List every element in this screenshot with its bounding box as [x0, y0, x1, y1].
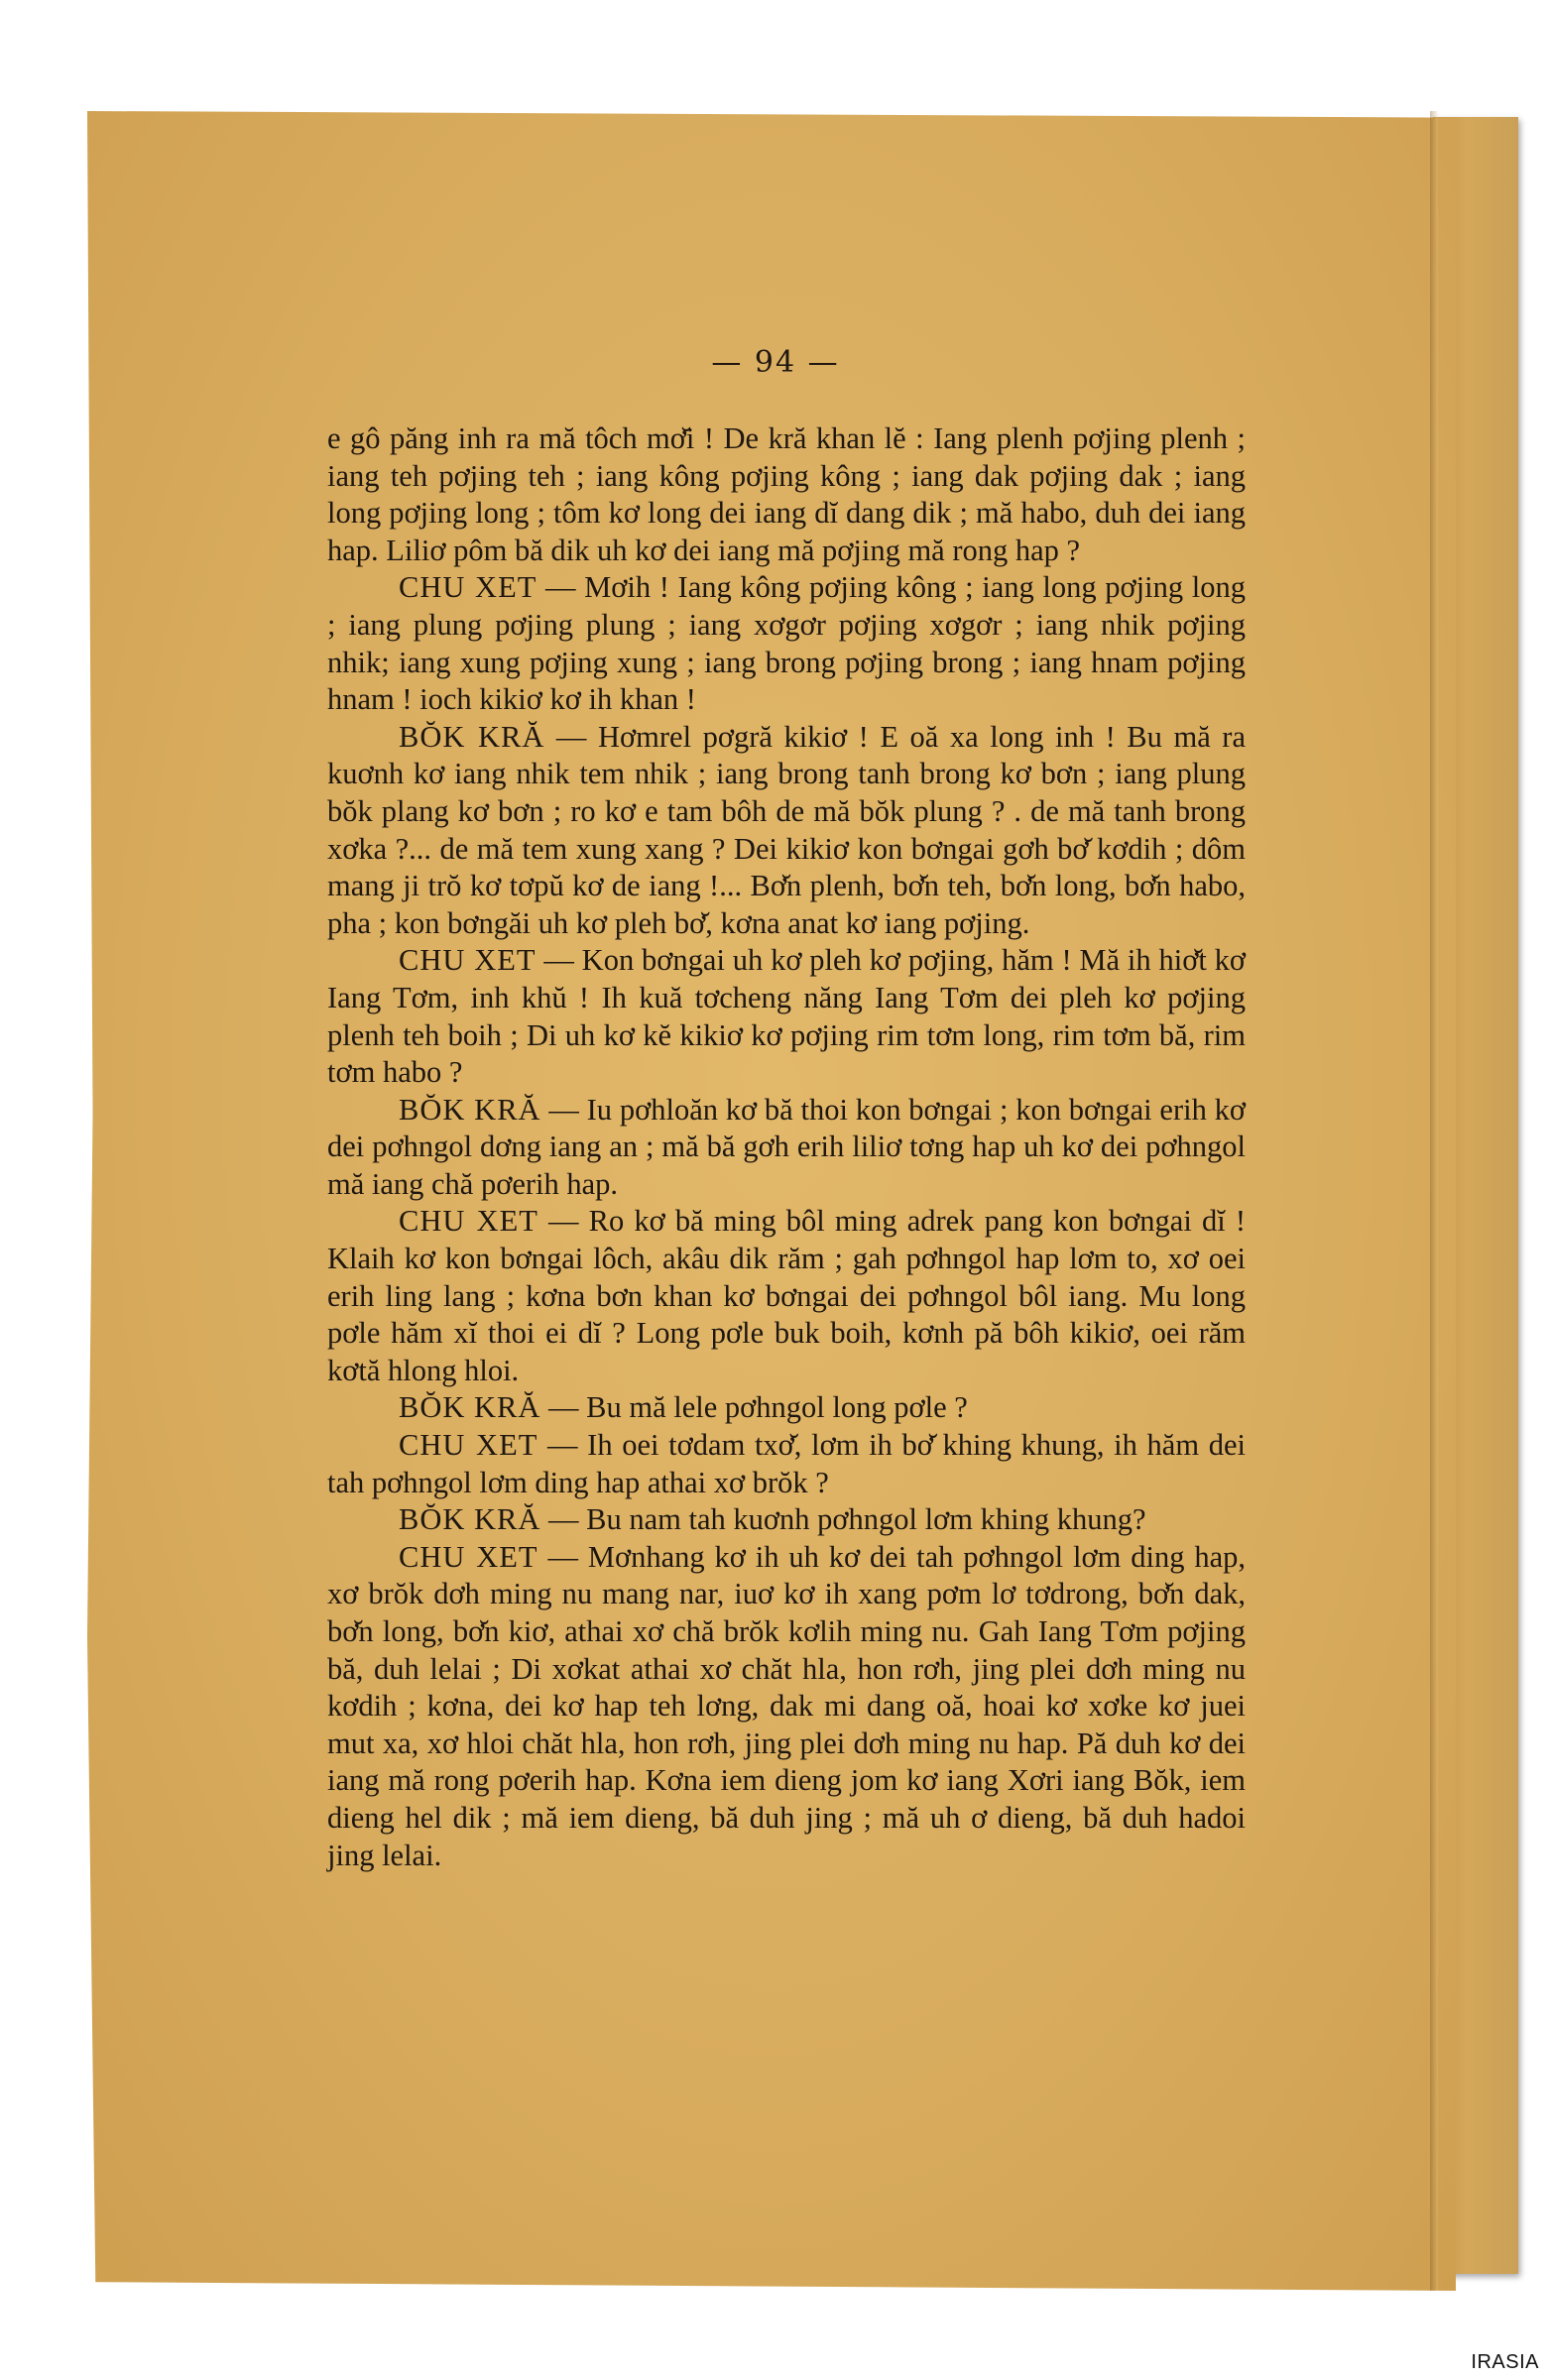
paragraph-9 — [327, 1539, 1246, 1874]
paragraph-text: — Ih oei tơdam txơ̆, lơm ih bơ̆ khing khung, ih hăm dei tah pơhngol lơm ding hap athai xơ brŏk ? — [327, 1428, 1246, 1499]
paragraph-3 — [327, 942, 1246, 1091]
paragraph-text: — Ro kơ bă ming bôl ming adrek pang kon bơngai dĭ ! Klaih kơ kon bơngai lôch, akâu dik răm ; gah pơhngol hap lơm to, xơ oei erih ling lang ; kơna bơn khan kơ bơngai dei pơhngol bôl iang. Mu long pơle hăm xĭ thoi ei dĭ ? Long pơle buk boih, kơnh pă bôh kikiơ, oei răm kơtă hlong hloi. — [327, 1204, 1246, 1387]
speaker-name: CHU XET — [399, 1204, 538, 1239]
speaker-name: BŎK KRĂ — [399, 1390, 541, 1425]
speaker-name: CHU XET — [399, 1428, 538, 1463]
body-text — [327, 420, 1246, 1874]
speaker-name: BŎK KRĂ — [399, 719, 545, 754]
paragraph-text: — Kon bơngai uh kơ pleh kơ pơjing, hăm ! Mă ih hiơ̆t kơ Iang Tơm, inh khŭ ! Ih kuă tơcheng năng Iang Tơm dei pleh kơ pơjing plenh teh boih ; Di uh kơ kĕ kikiơ kơ pơjing rim tơm long, rim tơm bă, rim tơm habo ? — [327, 943, 1246, 1090]
paragraph-1 — [327, 569, 1246, 718]
paragraph-7 — [327, 1427, 1246, 1501]
paragraph-6 — [327, 1389, 1246, 1427]
paragraph-text: — Mơih ! Iang kông pơjing kông ; iang long pơjing long ; iang plung pơjing plung ; iang xơgơr pơjing xơgơr ; iang nhik pơjing nhik; iang xung pơjing xung ; iang brong pơjing brong ; iang hnam pơjing hnam ! ioch kikiơ kơ ih khan ! — [327, 570, 1246, 717]
paragraph-2 — [327, 719, 1246, 943]
paragraph-text: e gô păng inh ra mă tôch mơ̆i ! De kră khan lĕ : Iang plenh pơjing plenh ; iang teh pơjing teh ; iang kông pơjing kông ; iang dak pơjing dak ; iang long pơjing long ; tôm kơ long dei iang dĭ dang dik ; mă habo, duh dei iang hap. Liliơ pôm bă dik uh kơ dei iang mă pơjing mă rong hap ? — [327, 421, 1246, 567]
speaker-name: BŎK KRĂ — [399, 1092, 541, 1127]
paragraph-0 — [327, 420, 1246, 569]
page-fold-shadow — [1430, 111, 1438, 2291]
speaker-name: CHU XET — [399, 1539, 538, 1574]
paragraph-text: — Bu mă lele pơhngol long pơle ? — [540, 1390, 968, 1425]
paragraph-text: — Hơmrel pơgră kikiơ ! E oă xa long inh ! Bu mă ra kuơnh kơ iang nhik tem nhik ; iang brong tanh brong kơ bơn ; iang plung bŏk plang kơ bơn ; ro kơ e tam bôh de mă bŏk plung ? . de mă tanh brong xơka ?... de mă tem xung xang ? Dei kikiơ kon bơngai gơh bơ̆ kơdih ; dôm mang ji trŏ kơ tơpŭ kơ de iang !... Bơ̆n plenh, bơ̆n teh, bơ̆n long, bơ̆n habo, pha ; kon bơngăi uh kơ pleh bơ̆, kơna anat kơ iang pơjing. — [327, 719, 1246, 940]
paragraph-4 — [327, 1092, 1246, 1204]
paragraph-5 — [327, 1203, 1246, 1389]
paragraph-text: — Bu nam tah kuơnh pơhngol lơm khing khung? — [540, 1502, 1146, 1537]
page-number: — 94 — — [711, 345, 840, 380]
watermark-label: IRASIA — [1471, 2351, 1539, 2373]
speaker-name: CHU XET — [399, 943, 537, 978]
paragraph-8 — [327, 1501, 1246, 1539]
speaker-name: CHU XET — [399, 570, 537, 605]
paragraph-text: — Iu pơhloăn kơ bă thoi kon bơngai ; kon bơngai erih kơ dei pơhngol dơng iang an ; mă bă gơh erih liliơ tơng hap uh kơ dei pơhngol mă iang chă pơerih hap. — [327, 1092, 1246, 1201]
paragraph-text: — Mơnhang kơ ih uh kơ dei tah pơhngol lơm ding hap, xơ brŏk dơh ming nu mang nar, iuơ kơ ih xang pơm lơ tơdrong, bơ̆n dak, bơ̆n long, bơ̆n kiơ, athai xơ chă brŏk kơlih ming nu. Gah Iang Tơm pơjing bă, duh lelai ; Di xơkat athai xơ chăt hla, hon rơh, jing plei dơh ming nu kơdih ; kơna, dei kơ hap teh lơng, dak mi dang oă, hoai kơ xơke kơ juei mut xa, xơ hloi chăt hla, hon rơh, jing plei dơh ming nu hap. Pă duh kơ dei iang mă rong pơerih hap. Kơna iem dieng jom kơ iang Xơri iang Bŏk, iem dieng hel dik ; mă iem dieng, bă duh jing ; mă uh ơ dieng, bă duh hadoi jing lelai. — [327, 1539, 1247, 1872]
speaker-name: BŎK KRĂ — [399, 1502, 541, 1537]
